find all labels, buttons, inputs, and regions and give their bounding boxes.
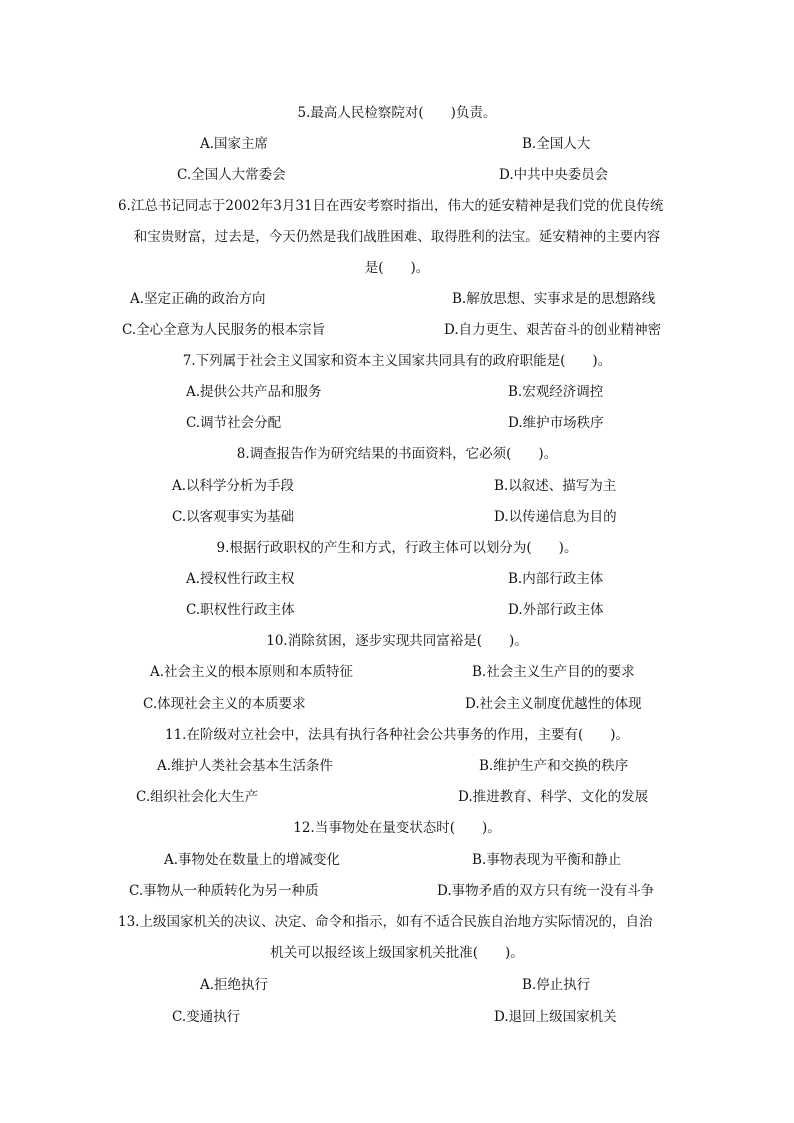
question-8-option-d: D.以传递信息为目的 bbox=[494, 509, 617, 525]
question-5-option-a: A.国家主席 bbox=[200, 136, 269, 152]
question-9-option-d: D.外部行政主体 bbox=[508, 602, 604, 618]
question-6-option-c: C.全心全意为人民服务的根本宗旨 bbox=[122, 322, 326, 338]
question-11-option-d: D.推进教育、科学、文化的发展 bbox=[458, 789, 649, 805]
question-7-stem: 7.下列属于社会主义国家和资本主义国家共同具有的政府职能是( )。 bbox=[182, 353, 612, 369]
question-12-stem: 12.当事物处在量变状态时( )。 bbox=[293, 820, 501, 836]
question-6-stem-line-1: 6.江总书记同志于2002年3月31日在西安考察时指出，伟大的延安精神是我们党的优良传统 bbox=[118, 198, 664, 214]
question-10-option-d: D.社会主义制度优越性的体现 bbox=[465, 696, 642, 712]
question-6-option-a: A.坚定正确的政治方向 bbox=[130, 291, 266, 307]
question-5-stem: 5.最高人民检察院对( )负责。 bbox=[297, 105, 497, 121]
question-12-option-a: A.事物处在数量上的增减变化 bbox=[164, 852, 341, 868]
question-6-option-b: B.解放思想、实事求是的思想路线 bbox=[452, 291, 656, 307]
question-13-stem-line-1: 13.上级国家机关的决议、决定、命令和指示，如有不适合民族自治地方实际情况的，自治 bbox=[118, 914, 653, 930]
question-8-stem: 8.调查报告作为研究结果的书面资料，它必须( )。 bbox=[236, 446, 558, 462]
question-9-stem: 9.根据行政职权的产生和方式，行政主体可以划分为( )。 bbox=[216, 540, 578, 556]
question-9-option-b: B.内部行政主体 bbox=[508, 571, 604, 587]
question-10-option-a: A.社会主义的根本原则和本质特征 bbox=[150, 664, 354, 680]
question-7-option-c: C.调节社会分配 bbox=[186, 415, 282, 431]
question-13-option-a: A.拒绝执行 bbox=[200, 977, 269, 993]
question-10-option-c: C.体现社会主义的本质要求 bbox=[143, 696, 306, 712]
question-6-stem-line-3: 是( )。 bbox=[364, 260, 430, 276]
question-10-stem: 10.消除贫困，逐步实现共同富裕是( )。 bbox=[266, 633, 528, 649]
question-12-option-b: B.事物表现为平衡和静止 bbox=[472, 852, 622, 868]
question-8-option-a: A.以科学分析为手段 bbox=[172, 478, 295, 494]
question-8-option-b: B.以叙述、描写为主 bbox=[494, 478, 617, 494]
question-5-option-c: C.全国人大常委会 bbox=[177, 167, 286, 183]
question-12-option-c: C.事物从一种质转化为另一种质 bbox=[129, 883, 319, 899]
question-9-option-c: C.职权性行政主体 bbox=[186, 602, 295, 618]
question-13-option-d: D.退回上级国家机关 bbox=[494, 1009, 617, 1025]
question-10-option-b: B.社会主义生产目的的要求 bbox=[472, 664, 635, 680]
question-6-stem-line-2: 和宝贵财富，过去是，今天仍然是我们战胜困难、取得胜利的法宝。延安精神的主要内容 bbox=[133, 229, 661, 245]
question-11-option-b: B.维护生产和交换的秩序 bbox=[479, 758, 629, 774]
question-5-option-b: B.全国人大 bbox=[522, 136, 591, 152]
question-9-option-a: A.授权性行政主权 bbox=[186, 571, 295, 587]
question-7-option-d: D.维护市场秩序 bbox=[508, 415, 604, 431]
question-11-option-c: C.组织社会化大生产 bbox=[136, 789, 259, 805]
question-7-option-b: B.宏观经济调控 bbox=[508, 384, 604, 400]
question-11-option-a: A.维护人类社会基本生活条件 bbox=[157, 758, 334, 774]
question-5-option-d: D.中共中央委员会 bbox=[499, 167, 609, 183]
question-13-stem-line-2: 机关可以报经该上级国家机关批准( )。 bbox=[270, 945, 524, 961]
question-11-stem: 11.在阶级对立社会中，法具有执行各种社会公共事务的作用，主要有( )。 bbox=[164, 727, 629, 743]
question-7-option-a: A.提供公共产品和服务 bbox=[186, 384, 322, 400]
question-6-option-d: D.自力更生、艰苦奋斗的创业精神密 bbox=[444, 322, 662, 338]
question-13-option-c: C.变通执行 bbox=[172, 1009, 241, 1025]
question-8-option-c: C.以客观事实为基础 bbox=[172, 509, 295, 525]
question-13-option-b: B.停止执行 bbox=[522, 977, 591, 993]
question-12-option-d: D.事物矛盾的双方只有统一没有斗争 bbox=[437, 883, 655, 899]
